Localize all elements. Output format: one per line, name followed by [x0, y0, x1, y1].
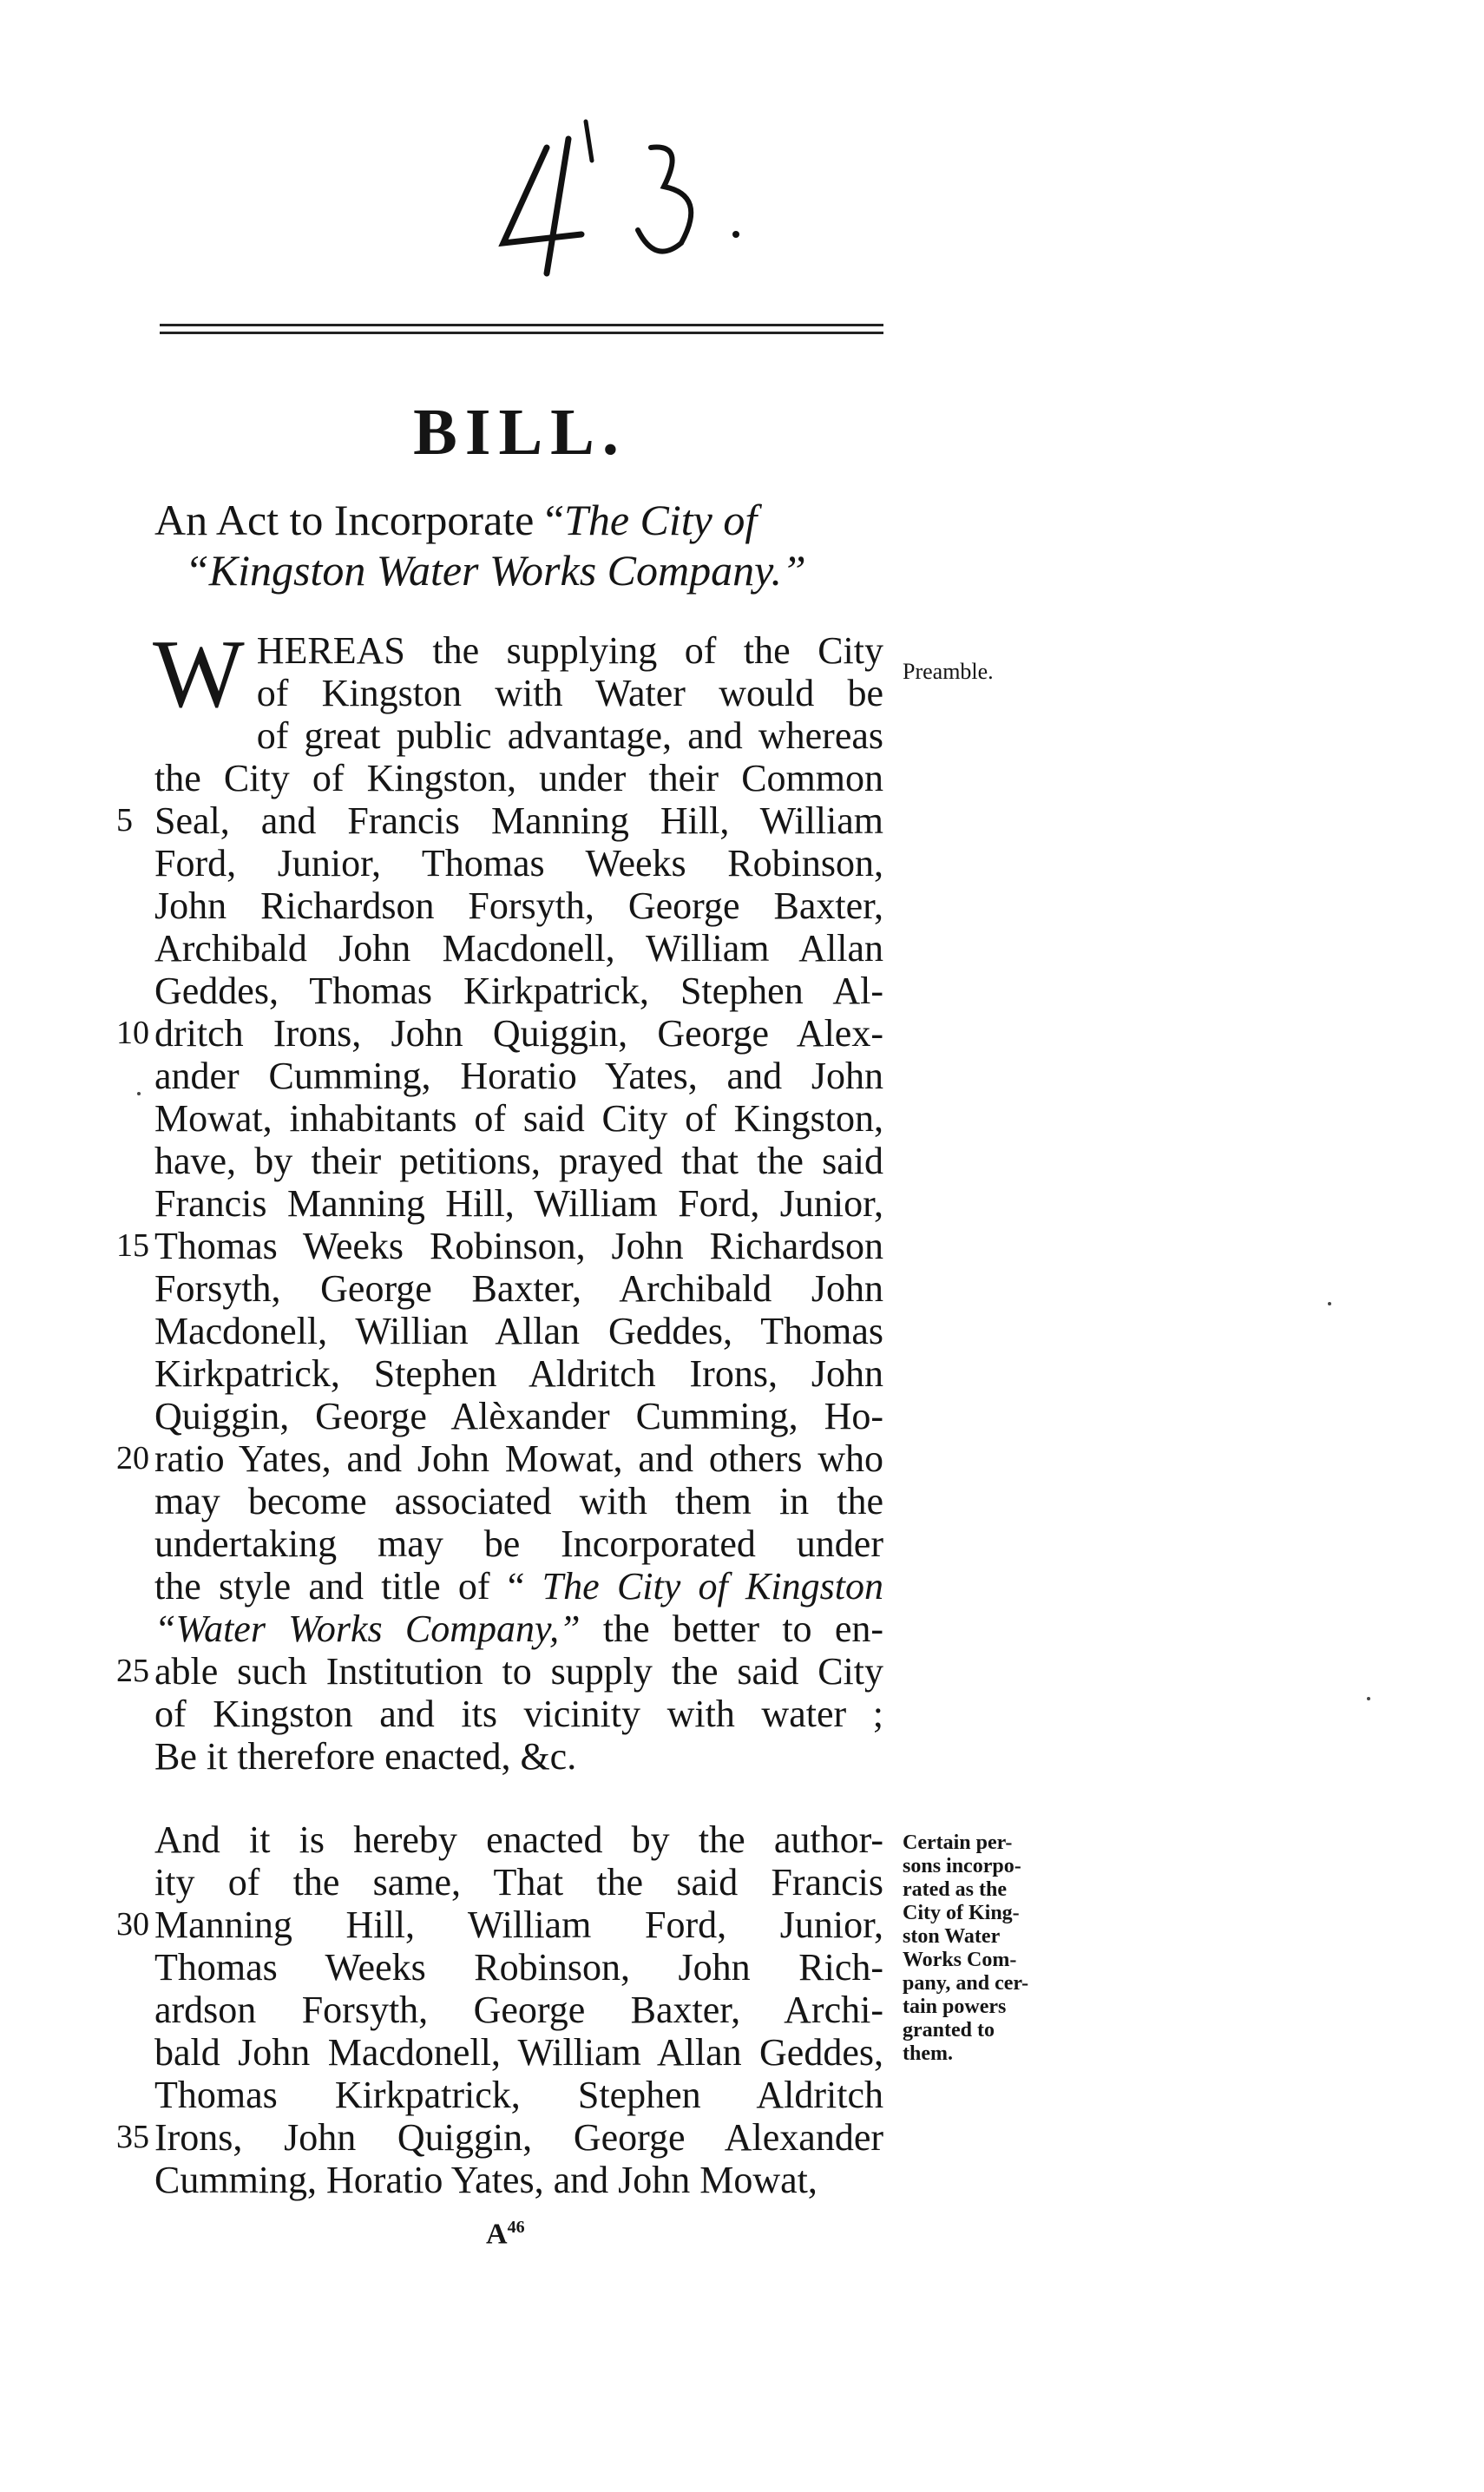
text-line: Ford, Junior, Thomas Weeks Robinson,	[154, 842, 883, 884]
text-line: Francis Manning Hill, William Ford, Junior,	[154, 1182, 883, 1225]
margin-note-line: Certain per-	[903, 1831, 1013, 1854]
subtitle-italic-1: The City of	[564, 496, 758, 544]
italic-name: “Water Works Company,”	[154, 1608, 581, 1650]
text-line: John Richardson Forsyth, George Baxter,	[154, 884, 883, 927]
subtitle-prefix: An Act to Incorporate “	[154, 496, 565, 544]
text-line: Forsyth, George Baxter, Archibald John	[154, 1267, 883, 1310]
double-rule-bottom	[160, 332, 883, 334]
margin-note-line: tain powers	[903, 1996, 1007, 2018]
line-number: 5	[116, 802, 133, 838]
text-line: Manning Hill, William Ford, Junior,	[154, 1904, 883, 1946]
text-line: Quiggin, George Alèxander Cumming, Ho-	[154, 1395, 883, 1437]
text-line: Thomas Weeks Robinson, John Rich-	[154, 1946, 883, 1989]
text-line: Be it therefore enacted, &c.	[154, 1735, 577, 1778]
signature-mark	[486, 2218, 525, 2251]
text-line: Geddes, Thomas Kirkpatrick, Stephen Al-	[154, 970, 883, 1012]
text-line: ratio Yates, and John Mowat, and others who	[154, 1437, 883, 1480]
line-number: 10	[116, 1015, 149, 1051]
text-line: Kirkpatrick, Stephen Aldritch Irons, John	[154, 1352, 883, 1395]
margin-note-line: City of King-	[903, 1902, 1020, 1924]
text-line: dritch Irons, John Quiggin, George Alex-	[154, 1012, 883, 1055]
margin-note-section-1	[903, 1831, 1033, 2066]
drop-cap: W	[153, 621, 245, 728]
text-line: Archibald John Macdonell, William Allan	[154, 927, 883, 970]
text-segment: the style and title of “	[154, 1565, 542, 1608]
text-line: Thomas Weeks Robinson, John Richardson	[154, 1225, 883, 1267]
text-line: ardson Forsyth, George Baxter, Archi-	[154, 1989, 883, 2031]
text-line: undertaking may be Incorporated under	[154, 1522, 883, 1565]
text-line: Irons, John Quiggin, George Alexander	[154, 2116, 883, 2159]
section-1-paragraph	[154, 1818, 883, 2201]
margin-note-line: rated as the	[903, 1878, 1007, 1901]
margin-note-line: Works Com-	[903, 1949, 1017, 1971]
act-subtitle	[154, 495, 888, 595]
text-line: Macdonell, Willian Allan Geddes, Thomas	[154, 1310, 883, 1352]
text-line: of great public advantage, and whereas	[256, 714, 883, 757]
text-line	[154, 1565, 883, 1608]
text-segment: the better to en-	[580, 1608, 883, 1650]
margin-note-line: sons incorpo-	[903, 1855, 1021, 1877]
text-line: HEREAS the supplying of the City	[256, 629, 883, 672]
text-line: may become associated with them in the	[154, 1480, 883, 1522]
text-line: Seal, and Francis Manning Hill, William	[154, 799, 883, 842]
line-number: 35	[116, 2119, 149, 2155]
text-line: able such Institution to supply the said City	[154, 1650, 883, 1693]
line-number: 15	[116, 1227, 149, 1264]
handwritten-page-number	[486, 113, 746, 278]
text-line: have, by their petitions, prayed that the said	[154, 1140, 883, 1182]
speck	[1328, 1302, 1331, 1305]
text-line: ity of the same, That the said Francis	[154, 1861, 883, 1904]
text-line: Mowat, inhabitants of said City of Kingston,	[154, 1097, 883, 1140]
text-line: of Kingston with Water would be	[256, 672, 883, 714]
italic-name: The City of Kingston	[542, 1565, 883, 1608]
text-line: of Kingston and its vicinity with water ;	[154, 1693, 883, 1735]
line-number: 25	[116, 1653, 149, 1689]
line-number: 30	[116, 1906, 149, 1943]
speck	[137, 1092, 141, 1095]
text-line: the City of Kingston, under their Common	[154, 757, 883, 799]
preamble-paragraph	[153, 621, 883, 1778]
bill-title: BILL.	[413, 396, 627, 469]
margin-note-line: granted to	[903, 2019, 995, 2042]
text-line: Cumming, Horatio Yates, and John Mowat,	[154, 2159, 818, 2201]
margin-note-line: ston Water	[903, 1925, 1001, 1948]
signature-letter: A	[486, 2218, 508, 2251]
margin-note-line: pany, and cer-	[903, 1972, 1029, 1995]
text-line: Thomas Kirkpatrick, Stephen Aldritch	[154, 2074, 883, 2116]
subtitle-italic-2: “Kingston Water Works Company.”	[185, 546, 806, 595]
text-line: bald John Macdonell, William Allan Geddes,	[154, 2031, 883, 2074]
text-line: And it is hereby enacted by the author-	[154, 1818, 883, 1861]
signature-number: 46	[507, 2218, 525, 2237]
text-line: ander Cumming, Horatio Yates, and John	[154, 1055, 883, 1097]
speck	[1367, 1697, 1370, 1700]
margin-note-line: them.	[903, 2042, 953, 2065]
text-line	[154, 1608, 883, 1650]
double-rule-top	[160, 324, 883, 326]
line-number: 20	[116, 1440, 149, 1476]
margin-note-preamble: Preamble.	[903, 659, 994, 684]
